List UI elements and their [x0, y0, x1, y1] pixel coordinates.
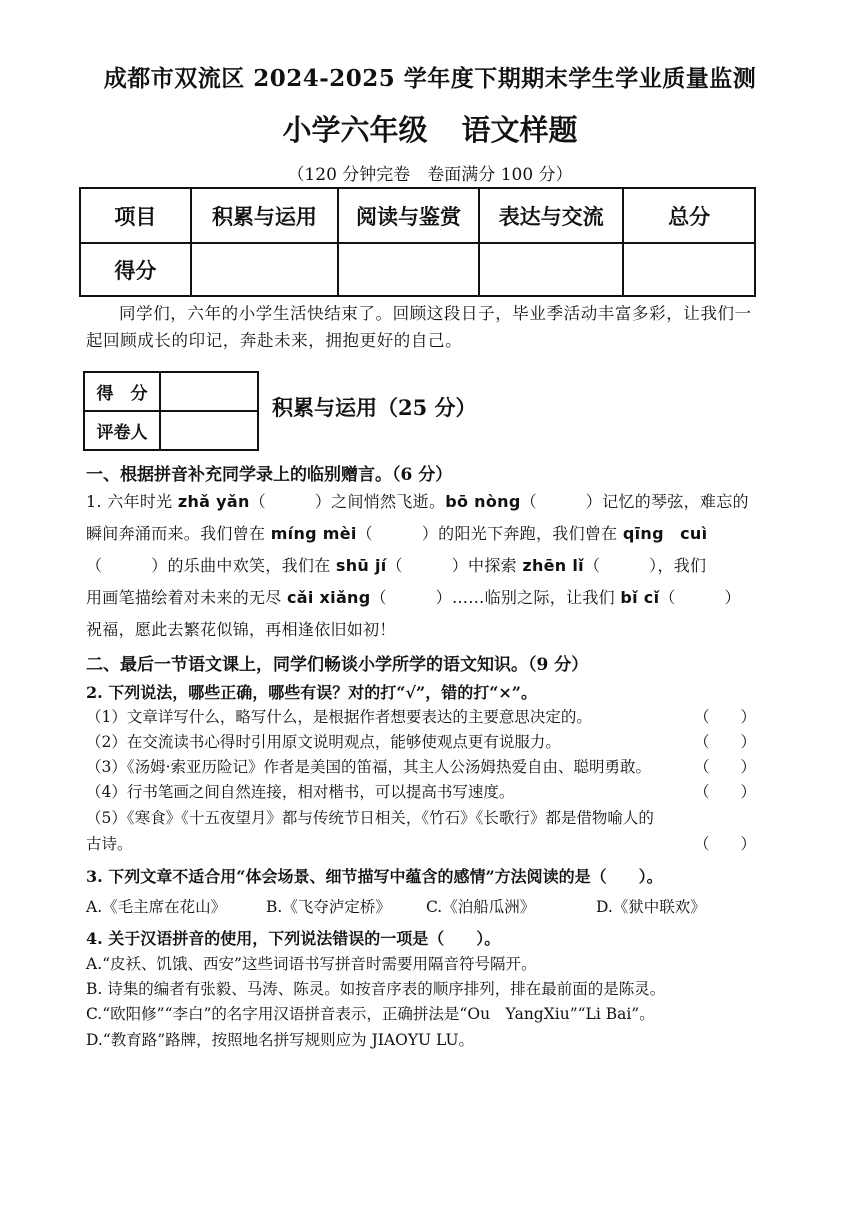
q1-text: 1. 六年时光	[86, 492, 178, 511]
score-cell-expression[interactable]	[479, 243, 624, 296]
question-1-heading: 一、根据拼音补充同学录上的临别赠言。（6 分）	[86, 465, 453, 485]
q1-text: 瞬间奔涌而来。我们曾在	[86, 524, 271, 543]
pinyin-bonong: bō nòng	[445, 492, 521, 511]
option-d[interactable]: D.“教育路”路牌，按照地名拼写规则应为 JIAOYU LU。	[86, 1031, 475, 1049]
q2-statement	[86, 806, 756, 828]
q2-statement	[86, 780, 756, 802]
q1-blank[interactable]: （ ）的乐曲中欢笑，我们在	[86, 556, 336, 575]
pinyin-zhayan: zhǎ yǎn	[177, 492, 250, 511]
score-cell-total[interactable]	[623, 243, 755, 296]
score-header-reading: 阅读与鉴赏	[338, 188, 479, 243]
q1-blank[interactable]: （ ），我们	[583, 556, 707, 575]
option-b[interactable]: B.《飞夺泸定桥》	[266, 898, 391, 916]
score-cell-accumulation[interactable]	[191, 243, 339, 296]
score-table-header-row	[80, 188, 755, 243]
score-row-label: 得分	[80, 243, 191, 296]
q1-text: 用画笔描绘着对未来的无尽	[86, 588, 287, 607]
score-table-score-row	[80, 243, 755, 296]
grader-box	[83, 371, 259, 451]
score-header-expression: 表达与交流	[479, 188, 624, 243]
q1-blank[interactable]: （ ）中探索	[386, 556, 523, 575]
score-header-accumulation: 积累与运用	[191, 188, 339, 243]
answer-paren[interactable]: （ ）	[693, 733, 756, 751]
q2-statement-text: （4）行书笔画之间自然连接，相对楷书，可以提高书写速度。	[86, 783, 515, 801]
score-table	[79, 187, 756, 297]
grader-name-cell[interactable]	[160, 411, 258, 450]
pinyin-mingmei: míng mèi	[270, 524, 357, 543]
answer-paren[interactable]: （ ）	[693, 835, 756, 853]
exam-title: 成都市双流区 2024-2025 学年度下期期末学生学业质量监测	[103, 65, 757, 92]
grader-score-cell[interactable]	[160, 372, 258, 411]
q1-blank[interactable]: （ ）记忆的琴弦，难忘的	[520, 492, 749, 511]
pinyin-caixiang: cǎi xiǎng	[287, 588, 371, 607]
question-3-heading: 3. 下列文章不适合用“体会场景、细节描写中蕴含的感情”方法阅读的是（ ）。	[86, 867, 663, 886]
option-c[interactable]: C.“欧阳修”“李白”的名字用汉语拼音表示，正确拼法是“Ou YangXiu”“Li Bai”。	[86, 1005, 655, 1023]
answer-paren[interactable]: （ ）	[693, 758, 756, 776]
question-1-passage	[86, 486, 756, 646]
q2-statement-text: （5）《寒食》《十五夜望月》都与传统节日相关，《竹石》《长歌行》都是借物喻人的	[86, 809, 654, 827]
question-2-heading: 二、最后一节语文课上，同学们畅谈小学所学的语文知识。（9 分）	[86, 655, 589, 675]
question-3-options	[86, 895, 756, 917]
option-b[interactable]: B. 诗集的编者有张毅、马涛、陈灵。如按音序表的顺序排列，排在最前面的是陈灵。	[86, 980, 666, 998]
exam-duration-note: （120 分钟完卷 卷面满分 100 分）	[287, 165, 573, 185]
pinyin-shuji: shū jí	[335, 556, 387, 575]
pinyin-bici: bǐ cǐ	[620, 588, 660, 607]
question-4-heading: 4. 关于汉语拼音的使用，下列说法错误的一项是（ ）。	[86, 929, 501, 948]
answer-paren[interactable]: （ ）	[693, 708, 756, 726]
q1-blank[interactable]: （ ）的阳光下奔跑，我们曾在	[356, 524, 623, 543]
q2-statement-continued	[86, 832, 756, 854]
option-d[interactable]: D.《狱中联欢》	[596, 898, 706, 916]
q1-blank[interactable]: （ ）之间悄然飞逝。	[249, 492, 446, 511]
subject-label: 语文样题	[461, 113, 578, 147]
q2-statement-text: （1）文章详写什么，略写什么，是根据作者想要表达的主要意思决定的。	[86, 708, 592, 726]
q2-statement-text: （3）《汤姆·索亚历险记》作者是美国的笛福，其主人公汤姆热爱自由、聪明勇敢。	[86, 758, 652, 776]
option-a[interactable]: A.“皮袄、饥饿、西安”这些词语书写拼音时需要用隔音符号隔开。	[86, 955, 537, 973]
q1-blank[interactable]: （ ）……临别之际，让我们	[370, 588, 621, 607]
q1-blank[interactable]: （ ）	[659, 588, 741, 607]
section-title-accumulation: 积累与运用（25 分）	[272, 395, 477, 420]
exam-subtitle	[0, 108, 860, 149]
score-header-item: 项目	[80, 188, 191, 243]
score-header-total: 总分	[623, 188, 755, 243]
score-cell-reading[interactable]	[338, 243, 479, 296]
grader-score-label: 得 分	[84, 372, 160, 411]
option-c[interactable]: C.《泊船瓜洲》	[426, 898, 536, 916]
pinyin-zhenli: zhēn lǐ	[522, 556, 584, 575]
grade-label: 小学六年级	[282, 113, 428, 147]
grader-name-label: 评卷人	[84, 411, 160, 450]
intro-paragraph: 同学们，六年的小学生活快结束了。回顾这段日子，毕业季活动丰富多彩，让我们一起回顾成长的印记，奔赴未来，拥抱更好的自己。	[86, 304, 752, 350]
q2-statement-text: （2）在交流读书心得时引用原文说明观点，能够使观点更有说服力。	[86, 733, 561, 751]
pinyin-qingcui: qīng cuì	[622, 524, 708, 543]
q2-statement	[86, 705, 756, 727]
q2-statement-text: 古诗。	[86, 835, 133, 853]
q1-text: 祝福，愿此去繁花似锦，再相逢依旧如初！	[86, 620, 396, 639]
q2-statement	[86, 730, 756, 752]
question-2-instruction: 2. 下列说法，哪些正确，哪些有误？对的打“√”，错的打“×”。	[86, 683, 538, 702]
option-a[interactable]: A.《毛主席在花山》	[86, 898, 227, 916]
q2-statement	[86, 755, 756, 777]
answer-paren[interactable]: （ ）	[693, 783, 756, 801]
